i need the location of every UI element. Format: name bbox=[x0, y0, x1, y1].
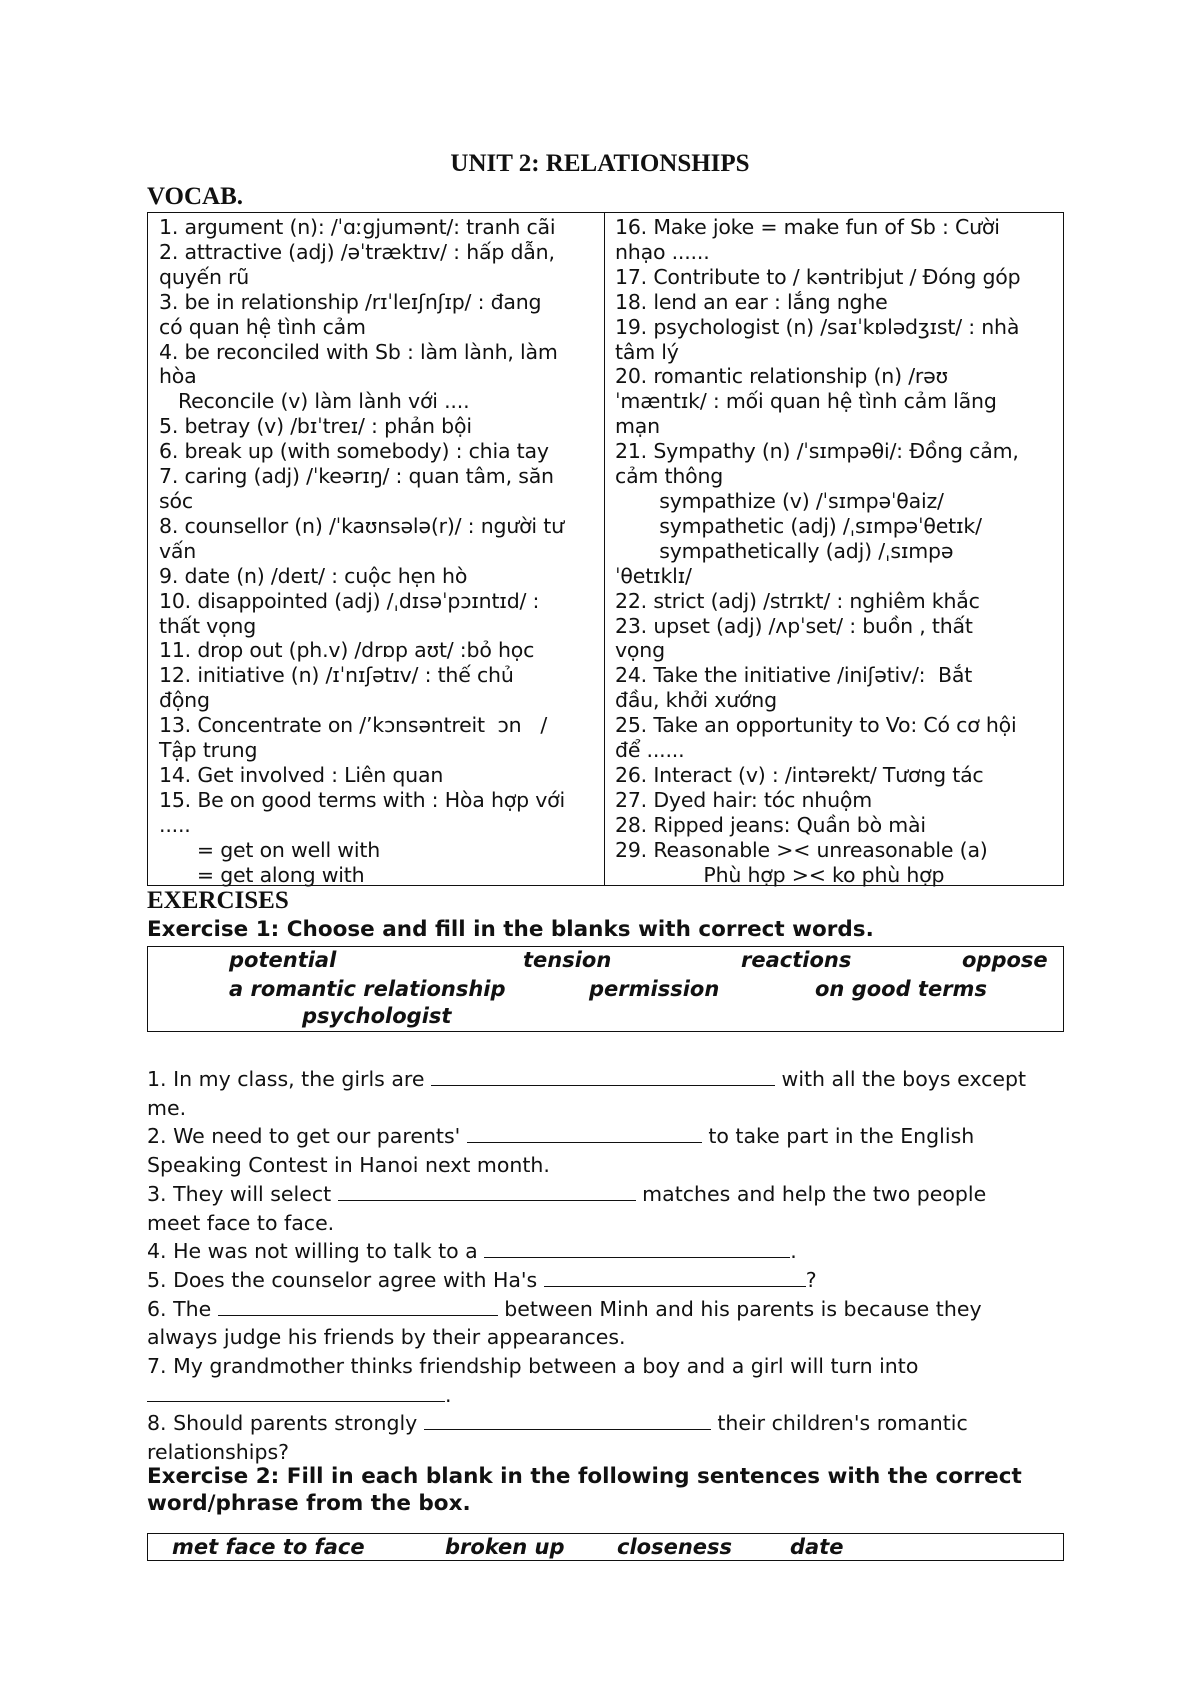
vocab-entry-line: động bbox=[159, 688, 210, 713]
vocab-entry-line: 15. Be on good terms with : Hòa hợp với bbox=[159, 787, 565, 812]
word-box-item: broken up bbox=[445, 1535, 565, 1559]
sentence-text: 3. They will select bbox=[147, 1181, 338, 1206]
vocab-entry-line: sympathize (v) /ˈsɪmpəˈθaiz/ bbox=[615, 488, 944, 513]
answer-blank[interactable] bbox=[431, 1066, 775, 1086]
vocab-entry-line: 21. Sympathy (n) /ˈsɪmpəθi/: Đồng cảm, bbox=[615, 439, 1019, 464]
word-box-item: oppose bbox=[962, 948, 1048, 972]
vocab-entry-line: 10. disappointed (adj) /ˌdɪsəˈpɔɪntɪd/ : bbox=[159, 588, 540, 613]
sentence-text: between Minh and his parents is because they bbox=[497, 1296, 982, 1321]
vocab-entry-line: 25. Take an opportunity to Vo: Có cơ hội bbox=[615, 713, 1017, 738]
vocab-entry-line: sympathetic (adj) /ˌsɪmpəˈθetɪk/ bbox=[615, 513, 982, 538]
answer-blank[interactable] bbox=[484, 1238, 790, 1258]
sentence-text: Speaking Contest in Hanoi next month. bbox=[147, 1153, 550, 1178]
vocab-heading: VOCAB. bbox=[147, 183, 244, 210]
vocab-entry-line: 13. Concentrate on /’kɔnsəntreit ɔn / bbox=[159, 713, 548, 738]
word-box-item: psychologist bbox=[302, 1004, 452, 1028]
word-box-item: met face to face bbox=[172, 1535, 365, 1559]
vocab-entry-line: ˈmæntɪk/ : mối quan hệ tình cảm lãng bbox=[615, 389, 997, 414]
word-box-item: reactions bbox=[741, 948, 852, 972]
exercise-1-word-box bbox=[147, 946, 1064, 1032]
answer-blank[interactable] bbox=[424, 1410, 711, 1430]
word-box-item: permission bbox=[589, 977, 720, 1001]
vocab-entry-line: 7. caring (adj) /ˈkeərɪŋ/ : quan tâm, săn bbox=[159, 464, 554, 489]
vocab-entry-line: 5. betray (v) /bɪˈtreɪ/ : phản bội bbox=[159, 414, 472, 439]
exercise-sentence-line bbox=[147, 1209, 1067, 1238]
exercise-2-title bbox=[147, 1463, 1022, 1517]
word-box-item: a romantic relationship bbox=[229, 977, 506, 1001]
answer-blank[interactable] bbox=[218, 1296, 498, 1316]
exercise-1-sentences bbox=[147, 1065, 1067, 1467]
vocab-entry-line: 16. Make joke = make fun of Sb : Cười bbox=[615, 215, 1000, 239]
vocab-column-right bbox=[605, 213, 1063, 885]
vocab-entry-line: ˈθetɪklɪ/ bbox=[615, 563, 692, 588]
vocab-entry-line: quyến rũ bbox=[159, 264, 250, 289]
exercise-1-title: Exercise 1: Choose and fill in the blanks with correct words. bbox=[147, 917, 874, 942]
vocab-entry-line: 12. initiative (n) /ɪˈnɪʃətɪv/ : thế chủ bbox=[159, 663, 514, 688]
word-box-item: tension bbox=[523, 948, 612, 972]
sentence-text: always judge his friends by their appearances. bbox=[147, 1325, 626, 1350]
sentence-text: 1. In my class, the girls are bbox=[147, 1067, 432, 1091]
vocab-entry-line: 22. strict (adj) /strɪkt/ : nghiêm khắc bbox=[615, 588, 980, 613]
vocab-entry-line: sympathetically (adj) /ˌsɪmpə bbox=[615, 538, 954, 563]
vocab-entry-line: = get along with bbox=[159, 862, 365, 887]
sentence-text: ? bbox=[805, 1267, 817, 1292]
vocab-entry-line: 24. Take the initiative /iniʃətiv/: Bắt bbox=[615, 663, 973, 688]
vocab-entry-line: = get on well with bbox=[159, 837, 381, 862]
exercise-sentence-line bbox=[147, 1266, 1067, 1295]
page-title: UNIT 2: RELATIONSHIPS bbox=[450, 150, 750, 177]
vocab-entry-line: có quan hệ tình cảm bbox=[159, 314, 366, 339]
exercise-sentence-line bbox=[147, 1180, 1067, 1209]
sentence-text: their children's romantic bbox=[710, 1411, 968, 1436]
vocab-entry-line: tâm lý bbox=[615, 339, 679, 364]
exercise-sentence-line bbox=[147, 1122, 1067, 1151]
vocab-entry-line: 14. Get involved : Liên quan bbox=[159, 762, 444, 787]
vocab-entry-line: 8. counsellor (n) /ˈkaʊnsələ(r)/ : người tư bbox=[159, 513, 564, 538]
vocab-entry-line: hòa bbox=[159, 364, 197, 389]
vocab-entry-line: 9. date (n) /deɪt/ : cuộc hẹn hò bbox=[159, 563, 468, 588]
vocab-entry-line: Phù hợp >< ko phù hợp bbox=[615, 862, 945, 887]
answer-blank[interactable] bbox=[338, 1181, 636, 1201]
vocab-entry-line: 6. break up (with somebody) : chia tay bbox=[159, 439, 549, 464]
word-box-item: potential bbox=[229, 948, 337, 972]
vocab-entry-line: 19. psychologist (n) /saɪˈkɒlədʒɪst/ : nhà bbox=[615, 314, 1020, 339]
exercises-heading: EXERCISES bbox=[147, 887, 289, 914]
sentence-text: 6. The bbox=[147, 1296, 218, 1321]
vocab-entry-line: ..... bbox=[159, 812, 191, 837]
vocab-entry-line: đầu, khởi xướng bbox=[615, 688, 777, 713]
vocab-entry-line: mạn bbox=[615, 414, 660, 439]
vocab-entry-line: 11. drop out (ph.v) /drɒp aʊt/ :bỏ học bbox=[159, 638, 535, 663]
exercise-sentence-line bbox=[147, 1237, 1067, 1266]
sentence-text: to take part in the English bbox=[701, 1124, 975, 1149]
sentence-text: . bbox=[445, 1382, 452, 1407]
vocab-entry-line: thất vọng bbox=[159, 613, 257, 638]
word-box-item: date bbox=[790, 1535, 844, 1559]
sentence-text: me. bbox=[147, 1095, 187, 1120]
sentence-text: 2. We need to get our parents' bbox=[147, 1124, 467, 1149]
vocab-entry-line: 4. be reconciled with Sb : làm lành, làm bbox=[159, 339, 558, 364]
exercise-sentence-line bbox=[147, 1409, 1067, 1438]
sentence-text: matches and help the two people bbox=[635, 1181, 987, 1206]
exercise-sentence-line bbox=[147, 1381, 1067, 1410]
vocab-entry-line: 20. romantic relationship (n) /rəʊ bbox=[615, 364, 949, 389]
sentence-text: 8. Should parents strongly bbox=[147, 1411, 424, 1436]
vocab-entry-line: vấn bbox=[159, 538, 197, 563]
sentence-text: relationships? bbox=[147, 1440, 290, 1465]
vocab-entry-line: 28. Ripped jeans: Quần bò mài bbox=[615, 812, 926, 837]
sentence-text: . bbox=[790, 1239, 797, 1264]
sentence-text: 5. Does the counselor agree with Ha's bbox=[147, 1267, 544, 1292]
vocab-entry-line: cảm thông bbox=[615, 464, 724, 489]
word-box-item: on good terms bbox=[815, 977, 987, 1001]
sentence-text: meet face to face. bbox=[147, 1210, 335, 1235]
exercise-sentence-line bbox=[147, 1352, 1067, 1381]
word-box-item: closeness bbox=[617, 1535, 733, 1559]
vocab-entry-line: Tập trung bbox=[159, 738, 258, 763]
vocab-entry-line: 27. Dyed hair: tóc nhuộm bbox=[615, 787, 872, 812]
exercise-sentence-line bbox=[147, 1094, 1067, 1123]
vocab-entry-line: sóc bbox=[159, 488, 193, 513]
exercise-sentence-line bbox=[147, 1323, 1067, 1352]
vocab-entry-line: Reconcile (v) làm lành với .... bbox=[159, 389, 470, 414]
exercise-2-title-line: Exercise 2: Fill in each blank in the following sentences with the correct bbox=[147, 1464, 1022, 1489]
vocab-entry-line: 2. attractive (adj) /əˈtræktɪv/ : hấp dẫn, bbox=[159, 239, 555, 264]
vocab-entry-line: để ...... bbox=[615, 738, 685, 763]
vocab-entry-line: vọng bbox=[615, 638, 665, 663]
exercise-sentence-line bbox=[147, 1151, 1067, 1180]
exercise-sentence-line bbox=[147, 1065, 1067, 1094]
sentence-text: 4. He was not willing to talk to a bbox=[147, 1239, 485, 1264]
vocab-entry-line: 17. Contribute to / kəntribjut / Đóng góp bbox=[615, 264, 1021, 289]
vocab-entry-line: 1. argument (n): /ˈɑːgjumənt/: tranh cãi bbox=[159, 215, 556, 239]
answer-blank[interactable] bbox=[147, 1382, 445, 1402]
sentence-text: with all the boys except bbox=[775, 1067, 1027, 1091]
vocab-entry-line: nhạo ...... bbox=[615, 239, 710, 264]
answer-blank[interactable] bbox=[467, 1123, 702, 1143]
vocab-entry-line: 18. lend an ear : lắng nghe bbox=[615, 289, 888, 314]
exercise-2-word-box bbox=[147, 1533, 1064, 1561]
exercise-2-title-line: word/phrase from the box. bbox=[147, 1491, 471, 1516]
vocab-table bbox=[147, 212, 1064, 886]
vocab-entry-line: 29. Reasonable >< unreasonable (a) bbox=[615, 837, 988, 862]
sentence-text: 7. My grandmother thinks friendship between a boy and a girl will turn into bbox=[147, 1354, 919, 1379]
vocab-entry-line: 23. upset (adj) /ʌpˈset/ : buồn , thất bbox=[615, 613, 973, 638]
vocab-entry-line: 26. Interact (v) : /intərekt/ Tương tác bbox=[615, 762, 984, 787]
answer-blank[interactable] bbox=[544, 1267, 806, 1287]
exercise-sentence-line bbox=[147, 1295, 1067, 1324]
vocab-entry-line: 3. be in relationship /rɪˈleɪʃnʃɪp/ : đang bbox=[159, 289, 542, 314]
vocab-column-left bbox=[148, 213, 605, 885]
